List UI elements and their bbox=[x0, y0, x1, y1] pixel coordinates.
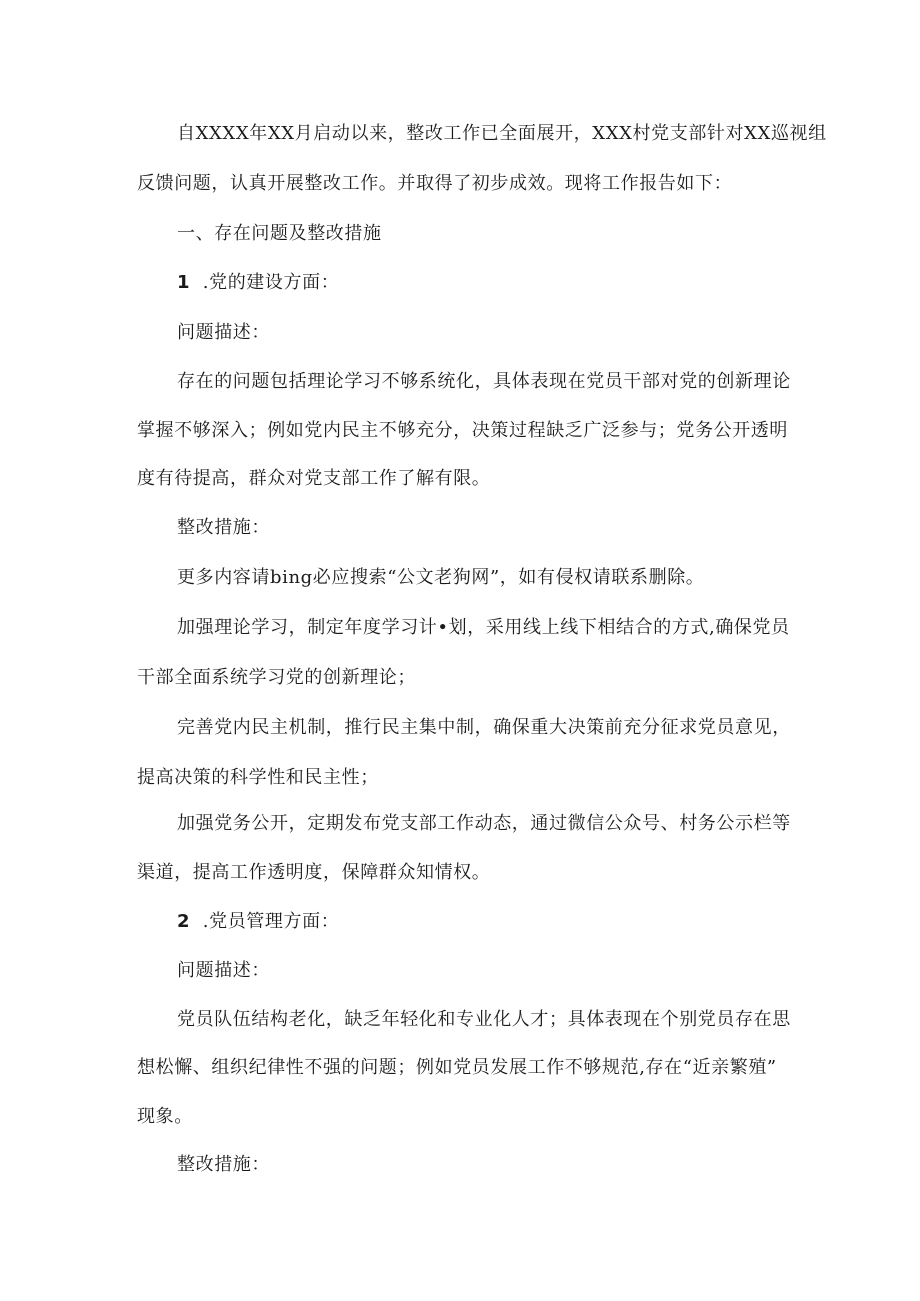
paragraph-intro-line-1: 自XXXX年XX月启动以来，整改工作已全面展开，XXX村党支部针对XX巡视组 bbox=[177, 123, 827, 144]
subsection-heading-2 bbox=[177, 910, 837, 934]
measure-text-line: 加强党务公开，定期发布党支部工作动态，通过微信公众号、村务公示栏等 bbox=[177, 813, 791, 834]
problem-text-line: 存在的问题包括理论学习不够系统化，具体表现在党员干部对党的创新理论 bbox=[177, 371, 791, 392]
measures-label: 整改措施： bbox=[177, 1154, 270, 1175]
problem-text-line: 党员队伍结构老化，缺乏年轻化和专业化人才；具体表现在个别党员存在思 bbox=[177, 1009, 791, 1030]
problem-text-line: 想松懈、组织纪律性不强的问题；例如党员发展工作不够规范,存在“近亲繁殖” bbox=[137, 1057, 777, 1078]
section-heading: 一、存在问题及整改措施 bbox=[177, 223, 382, 244]
subsection-number: 1 bbox=[177, 272, 191, 293]
notice-line: 更多内容请bing必应搜索“公文老狗网”，如有侵权请联系删除。 bbox=[177, 567, 705, 588]
subsection-title: .党的建设方面： bbox=[202, 272, 340, 293]
problem-text-line: 度有待提高，群众对党支部工作了解有限。 bbox=[137, 468, 491, 489]
problem-text-line: 掌握不够深入；例如党内民主不够充分，决策过程缺乏广泛参与；党务公开透明 bbox=[137, 420, 788, 441]
measure-text-line: 干部全面系统学习党的创新理论； bbox=[137, 667, 416, 688]
subsection-heading-1 bbox=[177, 271, 837, 295]
measure-text-line: 提高决策的科学性和民主性； bbox=[137, 767, 379, 788]
subsection-title: .党员管理方面： bbox=[202, 911, 340, 932]
paragraph-intro-line-2: 反馈问题，认真开展整改工作。并取得了初步成效。现将工作报告如下： bbox=[137, 173, 733, 194]
measures-label: 整改措施： bbox=[177, 517, 270, 538]
problem-text-line: 现象。 bbox=[137, 1106, 193, 1127]
subsection-number: 2 bbox=[177, 911, 191, 932]
problem-label: 问题描述： bbox=[177, 960, 270, 981]
measure-text-line: 加强理论学习，制定年度学习计•划，采用线上线下相结合的方式,确保党员 bbox=[177, 617, 790, 638]
measure-text-line: 完善党内民主机制，推行民主集中制，确保重大决策前充分征求党员意见， bbox=[177, 717, 791, 738]
measure-text-line: 渠道，提高工作透明度，保障群众知情权。 bbox=[137, 862, 491, 883]
problem-label: 问题描述： bbox=[177, 322, 270, 343]
